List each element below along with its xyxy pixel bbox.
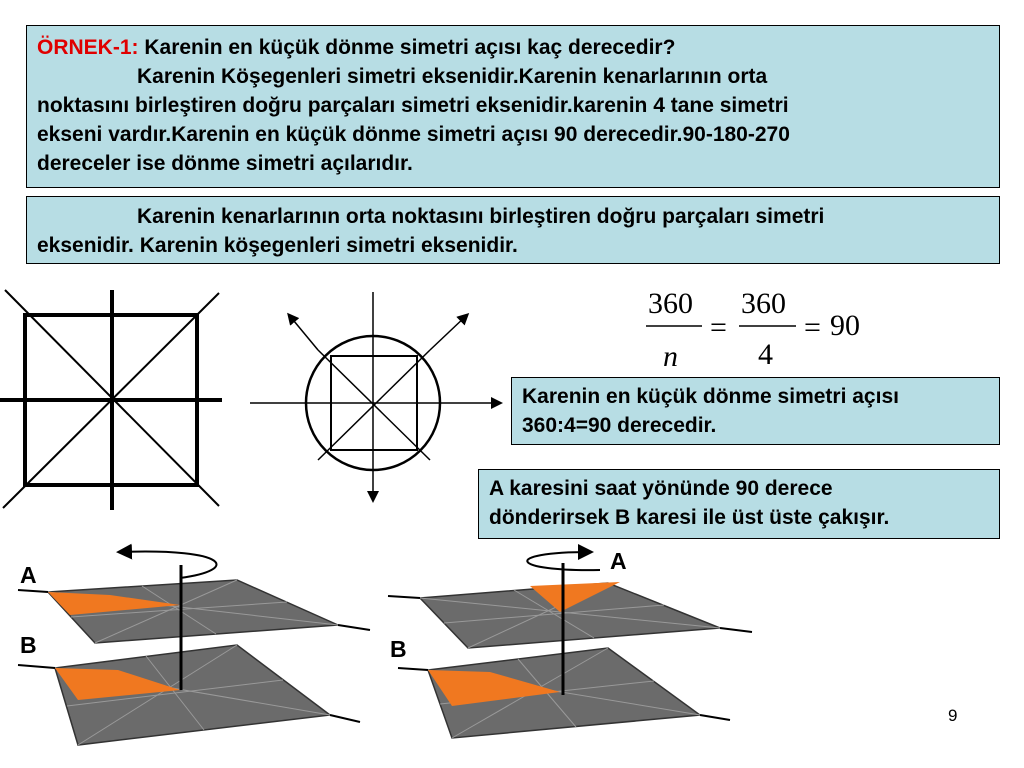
diagonal-arrow-ne xyxy=(430,315,467,350)
example-question: Karenin en küçük dönme simetri açısı kaç derecedir? xyxy=(138,36,676,59)
square-symmetry-figure xyxy=(0,290,222,510)
formula-result: 90 xyxy=(830,309,860,342)
formula-equals-1: = xyxy=(710,311,727,344)
diagonal-arrow-nw xyxy=(289,315,318,350)
formula-num-1: 360 xyxy=(648,287,693,320)
min-angle-line-1: Karenin en küçük dönme simetri açısı xyxy=(522,385,899,408)
page-number: 9 xyxy=(948,706,958,725)
left-rotation-figure xyxy=(18,552,370,745)
example-label: ÖRNEK-1: xyxy=(37,36,139,59)
label-b-left: B xyxy=(20,632,37,658)
min-angle-line-2: 360:4=90 derecedir. xyxy=(522,414,717,437)
circle-square-figure xyxy=(250,292,500,500)
formula-num-2: 360 xyxy=(741,287,786,320)
rotation-note-line-1: A karesini saat yönünde 90 derece xyxy=(489,477,833,500)
label-a-right: A xyxy=(610,548,627,574)
formula-den-1: n xyxy=(663,340,678,373)
formula-den-2: 4 xyxy=(758,338,773,371)
label-a-left: A xyxy=(20,562,37,588)
formula-equals-2: = xyxy=(804,311,821,344)
example-line-3: noktasını birleştiren doğru parçaları simetri eksenidir.karenin 4 tane simetri xyxy=(37,94,789,117)
rotation-note-line-2: dönderirsek B karesi ile üst üste çakışır. xyxy=(489,506,890,529)
rotation-arrow-left xyxy=(120,552,216,578)
axes-note-line-2: eksenidir. Karenin köşegenleri simetri eksenidir. xyxy=(37,234,518,257)
axes-note-line-1: Karenin kenarlarının orta noktasını birleştiren doğru parçaları simetri xyxy=(137,205,825,228)
right-rotation-figure xyxy=(388,552,752,738)
label-b-right: B xyxy=(390,636,407,662)
example-line-5: dereceler ise dönme simetri açılarıdır. xyxy=(37,152,413,175)
example-line-4: ekseni vardır.Karenin en küçük dönme simetri açısı 90 derecedir.90-180-270 xyxy=(37,123,790,146)
example-line-2: Karenin Köşegenleri simetri eksenidir.Karenin kenarlarının orta xyxy=(137,65,768,88)
